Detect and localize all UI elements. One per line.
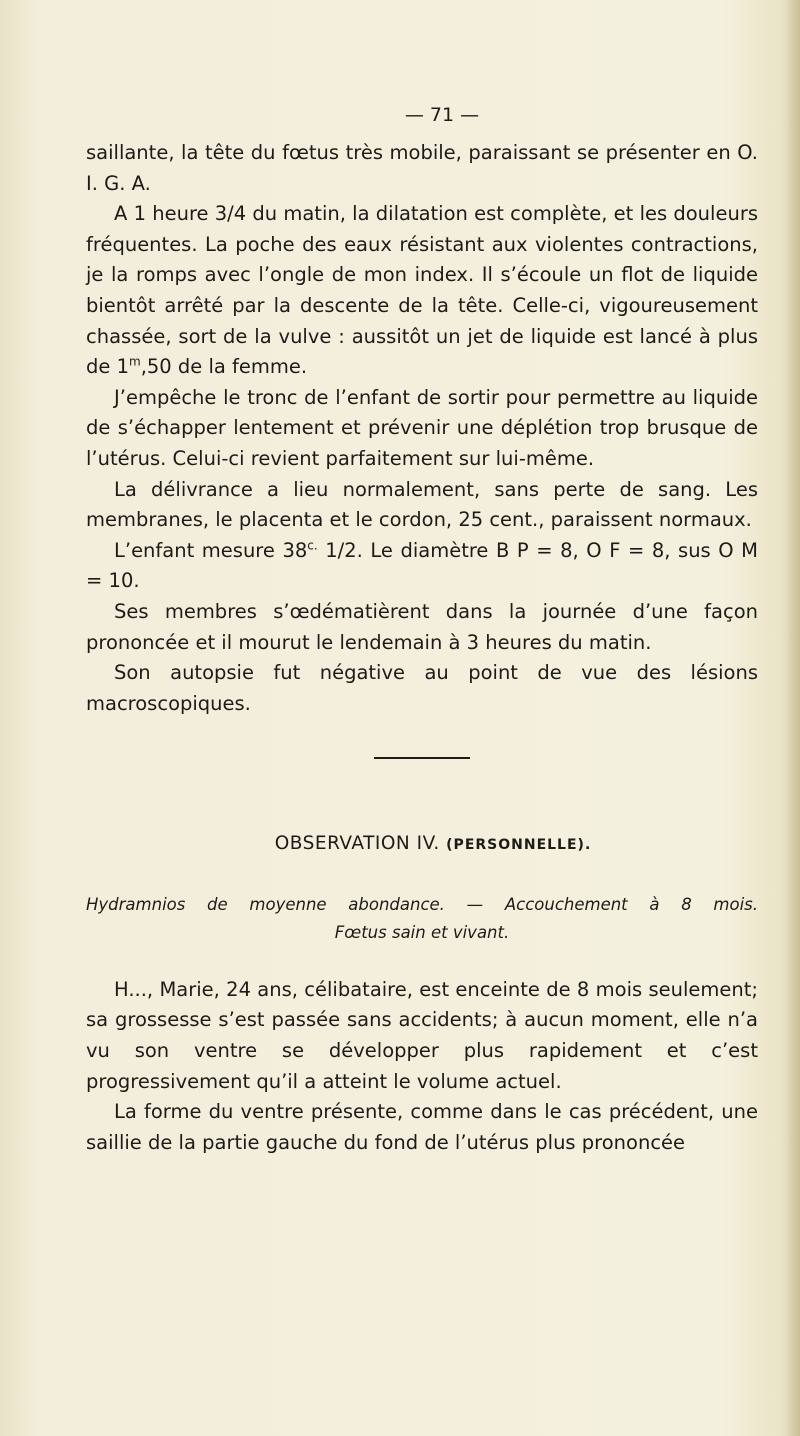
paragraph: La délivrance a lieu normalement, sans perte de sang. Les membranes, le placenta et le cordon, 25 cent., paraissent normaux.	[86, 477, 758, 532]
observation-body	[86, 975, 758, 1159]
observation-subtitle: Hydramnios de moyenne abondance. — Accouchement à 8 mois.	[86, 894, 758, 914]
divider-rule	[374, 757, 470, 759]
paragraph: J’empêche le tronc de l’enfant de sortir pour permettre au liquide de s’échapper lentement et prévenir une déplétion trop brusque de l’utérus. Celui-ci revient parfaitement sur lui-même.	[86, 385, 758, 470]
paragraph-text: L’enfant mesure 38	[114, 538, 308, 562]
observation-subtitle: Fœtus sain et vivant.	[334, 922, 510, 942]
page-text-block	[86, 92, 758, 1158]
observation-title-text: OBSERVATION IV.	[274, 833, 440, 855]
observation-title-qualifier: (PERSONNELLE).	[446, 837, 592, 854]
section-divider	[86, 719, 758, 777]
paragraph	[86, 199, 758, 383]
observation-title	[108, 829, 758, 861]
paragraph-text: A 1 heure 3/4 du matin, la dilatation est complète, et les douleurs fréquentes. La poche des eaux résistant aux violentes contractions, je la romps avec l’ongle de mon index. Il s’écoule un flot de liquide bientôt arrêté par la descente de la tête. Celle-ci, vigoureusement chassée, sort de la vulve : aussitôt un jet de liquide est lancé à plus de 1	[86, 202, 758, 379]
page-edge-shadow	[786, 0, 800, 1436]
paragraph: La forme du ventre présente, comme dans le cas précédent, une saillie de la partie gauche du fond de l’utérus plus prononcée	[86, 1100, 758, 1154]
paragraph-text: 1/2. Le diamètre B P = 8, O F = 8, sus O M = 10.	[86, 538, 758, 593]
page-number: — 71 —	[404, 104, 480, 126]
paragraph: Son autopsie fut négative au point de vue des lésions macroscopiques.	[86, 661, 758, 715]
superscript: m	[128, 354, 141, 369]
paragraph-text: ,50 de la femme.	[140, 355, 308, 379]
paragraph: saillante, la tête du fœtus très mobile, paraissant se présenter en O. I. G. A.	[86, 141, 758, 195]
paragraph: Ses membres s’œdématièrent dans la journée d’une façon prononcée et il mourut le lendemain à 3 heures du matin.	[86, 599, 758, 654]
paragraph: H..., Marie, 24 ans, célibataire, est enceinte de 8 mois seulement; sa grossesse s’est passée sans accidents; à aucun moment, elle n’a vu son ventre se développer plus rapidement et c’est progressivement qu’il a atteint le volume actuel.	[86, 977, 758, 1093]
superscript: c.	[307, 538, 318, 553]
paragraph	[86, 536, 758, 597]
